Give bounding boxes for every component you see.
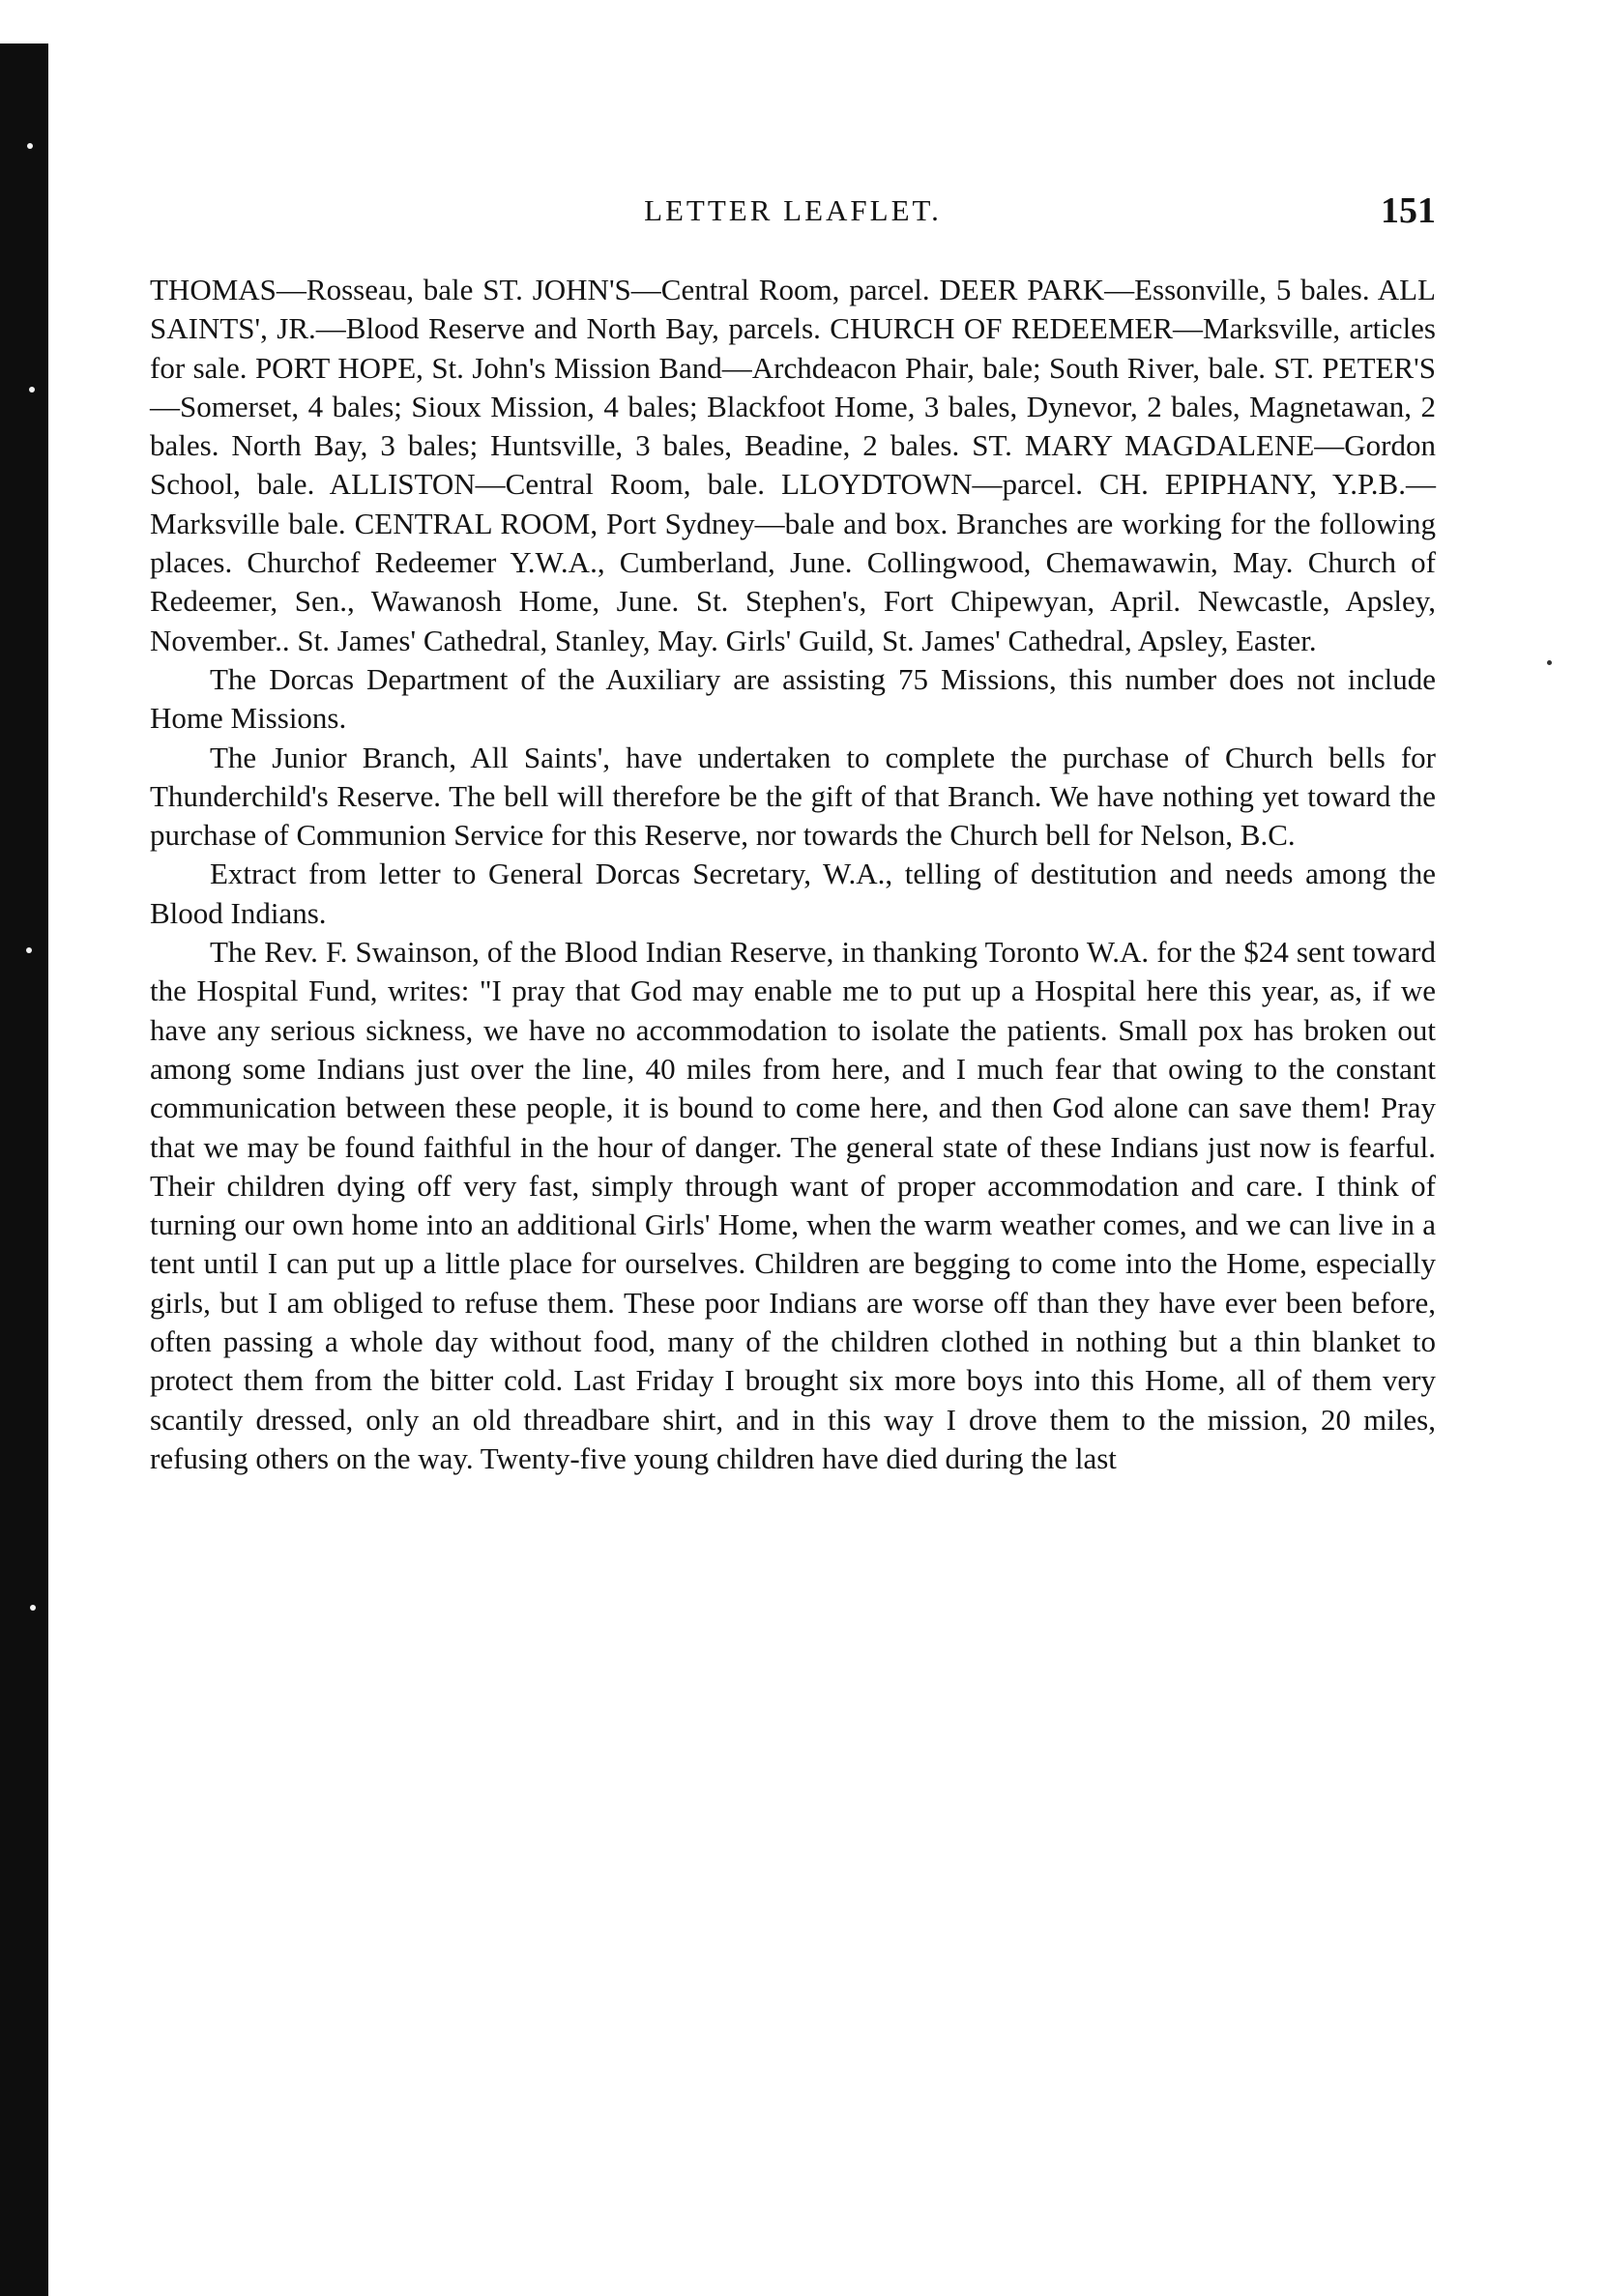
running-title: LETTER LEAFLET. bbox=[644, 193, 942, 227]
margin-dot bbox=[1547, 660, 1552, 665]
binding-speck bbox=[27, 143, 33, 149]
body-text bbox=[150, 271, 1436, 1478]
binding-speck bbox=[29, 387, 35, 392]
running-head bbox=[150, 190, 1436, 242]
paragraph-junior-branch: The Junior Branch, All Saints', have undertaken to complete the purchase of Church bells for Thunderchild's Reserve. The bell will therefore be the gift of that Branch. We have nothing yet toward the purchase of Communion Service for this Reserve, nor towards the Church bell for Nelson, B.C. bbox=[150, 740, 1436, 853]
paragraph-extract-intro: Extract from letter to General Dorcas Secretary, W.A., telling of destitution and needs among the Blood Indians. bbox=[150, 857, 1436, 930]
paragraph-branch-list: THOMAS—Rosseau, bale ST. JOHN'S—Central Room, parcel. DEER PARK—Essonville, 5 bales. ALL SAINTS', JR.—Blood Reserve and North Bay, parcels. CHURCH OF REDEEMER—Marksville, articles for sale. PORT HOPE, St. John's Mission Band—Archdeacon Phair, bale; South River, bale. ST. PETER'S—Somerset, 4 bales; Sioux Mission, 4 bales; Blackfoot Home, 3 bales, Dynevor, 2 bales, Magnetawan, 2 bales. North Bay, 3 bales; Huntsville, 3 bales, Beadine, 2 bales. ST. MARY MAGDALENE—Gordon School, bale. ALLISTON—Central Room, bale. LLOYDTOWN—parcel. CH. EPIPHANY, Y.P.B.—Marksville bale. CENTRAL ROOM, Port Sydney—bale and box. Branches are working for the following places. Churchof Redeemer Y.W.A., Cumberland, June. Collingwood, Chemawawin, May. Church of Redeemer, Sen., Wawanosh Home, June. St. Stephen's, Fort Chipewyan, April. Newcastle, Apsley, November.. St. James' Cathedral, Stanley, May. Girls' Guild, St. James' Cathedral, Apsley, Easter. bbox=[150, 273, 1436, 657]
page-number: 151 bbox=[1381, 190, 1436, 231]
binding-edge bbox=[0, 44, 48, 2296]
binding-speck bbox=[26, 947, 32, 953]
paragraph-swainson-letter: The Rev. F. Swainson, of the Blood Indian Reserve, in thanking Toronto W.A. for the $24 sent toward the Hospital Fund, writes: "I pray that God may enable me to put up a Hospital here this year, as, if we have any serious sickness, we have no accommodation to isolate the patients. Small pox has broken out among some Indians just over the line, 40 miles from here, and I much fear that owing to the constant communication between these people, it is bound to come here, and then God alone can save them! Pray that we may be found faithful in the hour of danger. The general state of these Indians just now is fearful. Their children dying off very fast, simply through want of proper accommodation and care. I think of turning our own home into an additional Girls' Home, when the warm weather comes, and we can live in a tent until I can put up a little place for ourselves. Children are begging to come into the Home, especially girls, but I am obliged to refuse them. These poor Indians are worse off than they have ever been before, often passing a whole day without food, many of the children clothed in nothing but a thin blanket to protect them from the bitter cold. Last Friday I brought six more boys into this Home, all of them very scantily dressed, only an old threadbare shirt, and in this way I drove them to the mission, 20 miles, refusing others on the way. Twenty-five young children have died during the last bbox=[150, 935, 1436, 1475]
binding-speck bbox=[30, 1605, 36, 1611]
paragraph-dorcas-department: The Dorcas Department of the Auxiliary are assisting 75 Missions, this number does not include Home Missions. bbox=[150, 661, 1436, 736]
